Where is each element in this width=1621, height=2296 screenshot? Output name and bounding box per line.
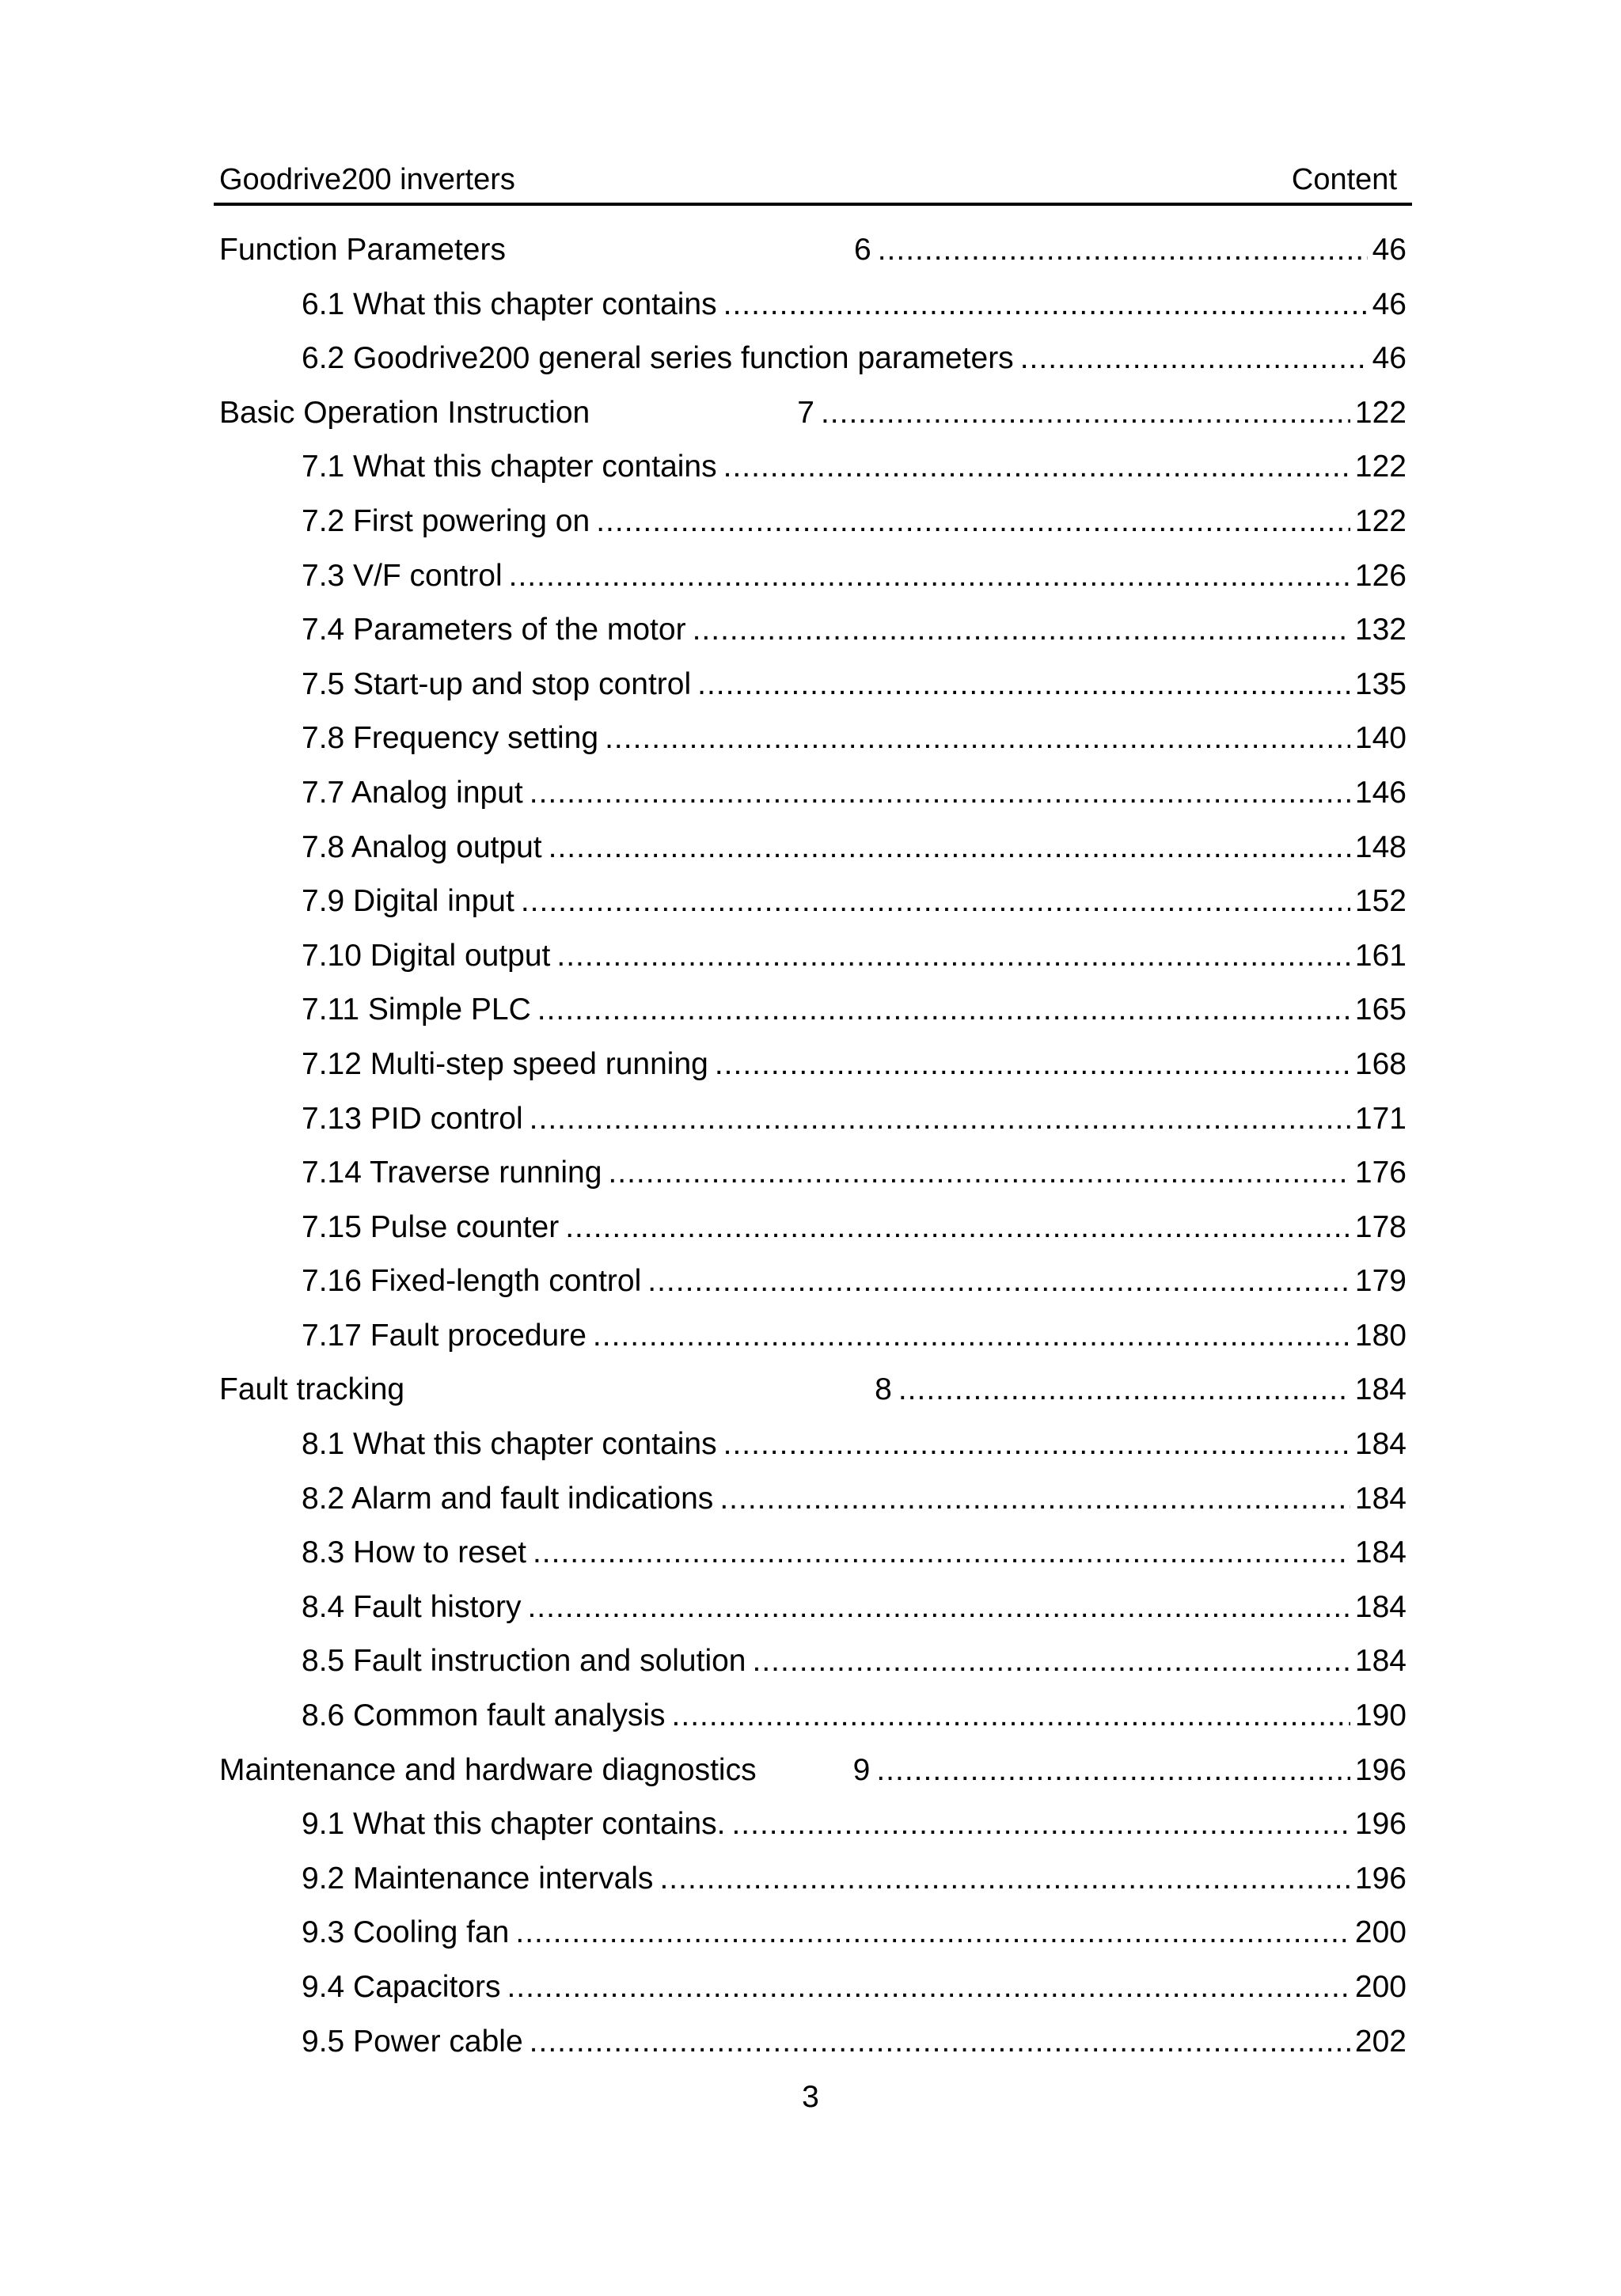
- toc-entry-title: 7.10 Digital output: [302, 938, 551, 973]
- toc-section-entry[interactable]: [219, 658, 1407, 712]
- toc-section-entry[interactable]: [219, 1417, 1407, 1472]
- toc-section-entry[interactable]: [219, 1038, 1407, 1092]
- toc-dot-leader: [527, 1581, 1350, 1635]
- toc-entry-title: Basic Operation Instruction: [219, 395, 590, 430]
- toc-page-number: 122: [1354, 503, 1407, 538]
- toc-dot-leader: [753, 1634, 1350, 1689]
- toc-page-number: 176: [1354, 1156, 1407, 1190]
- toc-page-number: 190: [1354, 1698, 1407, 1733]
- header-section-title: Content: [1291, 163, 1397, 196]
- toc-section-entry[interactable]: [219, 1092, 1407, 1147]
- toc-page-number: 196: [1354, 1861, 1407, 1896]
- toc-page-number: 46: [1372, 341, 1407, 376]
- toc-dot-leader: [515, 1906, 1350, 1960]
- toc-section-entry[interactable]: [219, 1689, 1407, 1744]
- toc-page-number: 135: [1354, 666, 1407, 701]
- toc-section-entry[interactable]: [219, 1960, 1407, 2015]
- toc-section-entry[interactable]: [219, 1581, 1407, 1635]
- toc-page-number: 122: [1354, 395, 1407, 430]
- toc-dot-leader: [731, 1797, 1350, 1852]
- toc-section-entry[interactable]: [219, 929, 1407, 984]
- toc-entry-title: 8.2 Alarm and fault indications: [302, 1481, 714, 1516]
- toc-page-number: 165: [1354, 992, 1407, 1027]
- toc-page-number: 179: [1354, 1264, 1407, 1299]
- toc-page-number: 180: [1354, 1318, 1407, 1353]
- toc-dot-leader: [556, 929, 1350, 984]
- toc-section-entry[interactable]: [219, 983, 1407, 1038]
- toc-section-entry[interactable]: [219, 549, 1407, 604]
- toc-chapter-entry[interactable]: [219, 1744, 1407, 1798]
- toc-entry-title: 8.5 Fault instruction and solution: [302, 1644, 746, 1679]
- toc-section-entry[interactable]: [219, 875, 1407, 929]
- toc-page-number: 46: [1372, 287, 1407, 321]
- toc-entry-title: 9.1 What this chapter contains.: [302, 1807, 726, 1842]
- toc-page-number: 122: [1354, 450, 1407, 484]
- toc-section-entry[interactable]: [219, 1797, 1407, 1852]
- toc-dot-leader: [605, 712, 1350, 766]
- toc-page-number: 171: [1354, 1101, 1407, 1136]
- toc-section-entry[interactable]: [219, 278, 1407, 332]
- toc-entry-title: 7.13 PID control: [302, 1101, 523, 1136]
- toc-section-entry[interactable]: [219, 1309, 1407, 1364]
- toc-dot-leader: [530, 2015, 1350, 2070]
- toc-entry-title: Function Parameters: [219, 233, 506, 267]
- toc-dot-leader: [593, 1309, 1350, 1364]
- toc-entry-title: 7.1 What this chapter contains: [302, 450, 717, 484]
- toc-dot-leader: [507, 1960, 1350, 2015]
- toc-page-number: 184: [1354, 1427, 1407, 1462]
- toc-section-entry[interactable]: [219, 1254, 1407, 1309]
- toc-dot-leader: [530, 1092, 1350, 1147]
- toc-section-entry[interactable]: [219, 1906, 1407, 1960]
- toc-page-number: 161: [1354, 938, 1407, 973]
- toc-dot-leader: [608, 1146, 1350, 1201]
- toc-dot-leader: [1020, 332, 1368, 386]
- toc-page-number: 152: [1354, 884, 1407, 919]
- toc-page-number: 178: [1354, 1209, 1407, 1244]
- toc-entry-title: 7.15 Pulse counter: [302, 1209, 560, 1244]
- toc-dot-leader: [596, 495, 1350, 549]
- toc-entry-title: 6.1 What this chapter contains: [302, 287, 717, 321]
- toc-entry-title: 7.14 Traverse running: [302, 1156, 602, 1190]
- toc-section-entry[interactable]: [219, 2015, 1407, 2070]
- toc-entry-title: 8.6 Common fault analysis: [302, 1698, 666, 1733]
- table-of-contents: [219, 223, 1407, 2069]
- toc-entry-title: 7.9 Digital input: [302, 884, 514, 919]
- toc-section-entry[interactable]: [219, 1526, 1407, 1581]
- toc-dot-leader: [647, 1254, 1350, 1309]
- toc-entry-title: 7.12 Multi-step speed running: [302, 1046, 708, 1081]
- toc-page-number: 184: [1354, 1644, 1407, 1679]
- page-header: [219, 163, 1407, 203]
- toc-entry-title: 9.4 Capacitors: [302, 1970, 501, 2004]
- toc-section-entry[interactable]: [219, 603, 1407, 658]
- toc-dot-leader: [533, 1526, 1350, 1581]
- toc-entry-title: 7.5 Start-up and stop control: [302, 666, 692, 701]
- toc-dot-leader: [549, 821, 1350, 875]
- toc-dot-leader: [723, 1417, 1350, 1472]
- toc-page-number: 200: [1354, 1915, 1407, 1950]
- toc-entry-title: 7.16 Fixed-length control: [302, 1264, 642, 1299]
- toc-page-number: 140: [1354, 721, 1407, 756]
- toc-dot-leader: [898, 1363, 1350, 1417]
- toc-chapter-number: 8: [875, 1372, 892, 1407]
- toc-section-entry[interactable]: [219, 332, 1407, 386]
- toc-page-number: 46: [1372, 233, 1407, 267]
- toc-page-number: 202: [1354, 2024, 1407, 2059]
- toc-entry-title: 7.8 Analog output: [302, 829, 542, 864]
- toc-page-number: 146: [1354, 775, 1407, 810]
- toc-dot-leader: [723, 278, 1368, 332]
- toc-entry-title: 7.2 First powering on: [302, 503, 590, 538]
- toc-page-number: 184: [1354, 1535, 1407, 1570]
- toc-dot-leader: [878, 223, 1368, 278]
- toc-entry-title: Maintenance and hardware diagnostics: [219, 1752, 757, 1787]
- toc-entry-title: 8.4 Fault history: [302, 1589, 522, 1624]
- toc-dot-leader: [565, 1201, 1350, 1255]
- toc-dot-leader: [693, 603, 1350, 658]
- toc-entry-title: 9.5 Power cable: [302, 2024, 523, 2059]
- toc-page-number: 184: [1354, 1372, 1407, 1407]
- toc-entry-title: 7.11 Simple PLC: [302, 992, 531, 1027]
- toc-entry-title: 6.2 Goodrive200 general series function parameters: [302, 341, 1014, 376]
- toc-page-number: 132: [1354, 613, 1407, 647]
- toc-section-entry[interactable]: [219, 1634, 1407, 1689]
- toc-entry-title: 7.3 V/F control: [302, 558, 503, 593]
- toc-section-entry[interactable]: [219, 1201, 1407, 1255]
- toc-section-entry[interactable]: [219, 821, 1407, 875]
- toc-entry-title: 7.17 Fault procedure: [302, 1318, 587, 1353]
- toc-entry-title: 8.1 What this chapter contains: [302, 1427, 717, 1462]
- toc-section-entry[interactable]: [219, 440, 1407, 495]
- toc-section-entry[interactable]: [219, 1472, 1407, 1527]
- page-number: 3: [802, 2080, 819, 2114]
- toc-dot-leader: [821, 386, 1350, 441]
- toc-page-number: 126: [1354, 558, 1407, 593]
- toc-chapter-entry[interactable]: [219, 1363, 1407, 1417]
- toc-page-number: 196: [1354, 1807, 1407, 1842]
- toc-entry-title: 9.2 Maintenance intervals: [302, 1861, 654, 1896]
- toc-chapter-entry[interactable]: [219, 223, 1407, 278]
- toc-page-number: 184: [1354, 1589, 1407, 1624]
- toc-section-entry[interactable]: [219, 495, 1407, 549]
- toc-dot-leader: [715, 1038, 1350, 1092]
- toc-dot-leader: [719, 1472, 1350, 1527]
- toc-section-entry[interactable]: [219, 712, 1407, 766]
- toc-dot-leader: [876, 1744, 1350, 1798]
- toc-dot-leader: [530, 766, 1350, 821]
- toc-chapter-entry[interactable]: [219, 386, 1407, 441]
- toc-chapter-number: 9: [852, 1752, 871, 1787]
- toc-dot-leader: [537, 983, 1350, 1038]
- toc-entry-title: 7.4 Parameters of the motor: [302, 613, 686, 647]
- toc-dot-leader: [697, 658, 1350, 712]
- toc-entry-title: Fault tracking: [219, 1372, 405, 1407]
- toc-chapter-number: 6: [854, 233, 871, 267]
- toc-page-number: 184: [1354, 1481, 1407, 1516]
- toc-dot-leader: [509, 549, 1350, 604]
- toc-page-number: 196: [1354, 1752, 1407, 1787]
- toc-dot-leader: [672, 1689, 1350, 1744]
- toc-entry-title: 7.7 Analog input: [302, 775, 523, 810]
- toc-entry-title: 9.3 Cooling fan: [302, 1915, 510, 1950]
- toc-section-entry[interactable]: [219, 1852, 1407, 1907]
- toc-section-entry[interactable]: [219, 766, 1407, 821]
- header-document-title: Goodrive200 inverters: [219, 163, 515, 196]
- toc-page-number: 168: [1354, 1046, 1407, 1081]
- header-rule: [214, 203, 1412, 206]
- toc-entry-title: 7.8 Frequency setting: [302, 721, 599, 756]
- toc-section-entry[interactable]: [219, 1146, 1407, 1201]
- toc-page-number: 148: [1354, 829, 1407, 864]
- toc-chapter-number: 7: [797, 395, 814, 430]
- toc-dot-leader: [723, 440, 1350, 495]
- toc-entry-title: 8.3 How to reset: [302, 1535, 526, 1570]
- toc-dot-leader: [659, 1852, 1350, 1907]
- toc-dot-leader: [521, 875, 1350, 929]
- toc-page-number: 200: [1354, 1970, 1407, 2004]
